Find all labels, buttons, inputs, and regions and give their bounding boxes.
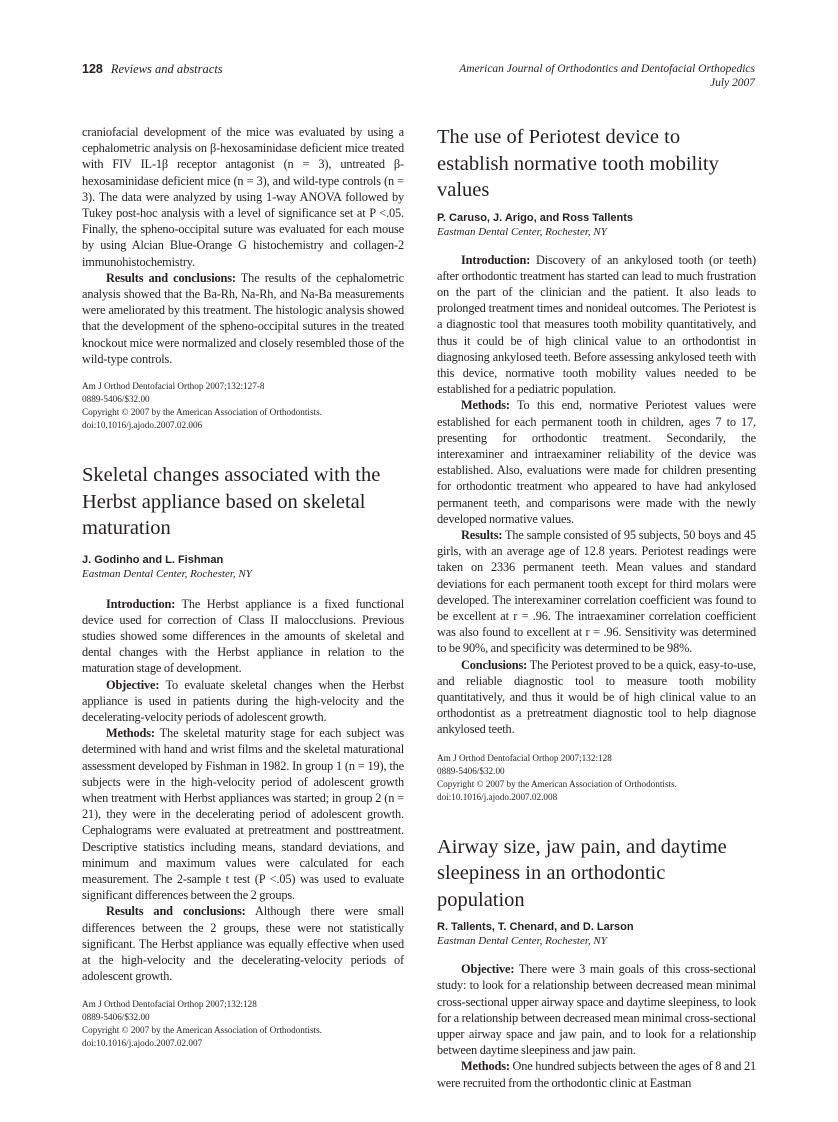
- paragraph: Objective: To evaluate skeletal changes when the Herbst appliance is used in patients during the high-velocity and the decelerating-velocity periods of adolescent growth.: [82, 677, 404, 724]
- article-title: The use of Periotest device to establish normative tooth mobility values: [437, 126, 719, 201]
- article-authors: R. Tallents, T. Chenard, and D. Larson: [437, 921, 634, 934]
- page-number: 128: [82, 62, 103, 76]
- article-title: Airway size, jaw pain, and daytime sleepiness in an orthodontic population: [437, 835, 727, 911]
- issue-date: July 2007: [709, 77, 755, 89]
- citation-line: doi:10.1016/j.ajodo.2007.02.006: [82, 420, 203, 431]
- citation: [82, 380, 404, 432]
- article-affiliation: Eastman Dental Center, Rochester, NY: [437, 935, 607, 948]
- paragraph: Introduction: Discovery of an ankylosed tooth (or teeth) after orthodontic treatment has started can lead to much frustration on the part of the clinician and the patient. It also leads to prolonged treatment times and nonideal outcomes. The Periotest is a diagnostic tool that measures tooth mobility quantitatively, and thus it could be of high clinical value to an orthodontist in diagnosing ankylosed teeth. Before assessing ankylosed teeth with this device, normative tooth mobility values needed to be established for a pediatric population.: [437, 252, 756, 397]
- paragraph: Conclusions: The Periotest proved to be a quick, easy-to-use, and reliable diagnostic tool to measure tooth mobility quantitatively, and thus it would be of high clinical value to an orthodontist as a pretreatment diagnostic tool to help diagnose ankylosed teeth.: [437, 657, 756, 737]
- article-authors: P. Caruso, J. Arigo, and Ross Tallents: [437, 211, 634, 224]
- citation-line: 0889-5406/$32.00: [437, 765, 505, 776]
- paragraph: Results and conclusions: Although there were small differences between the 2 groups, these were not statistically significant. The Herbst appliance was equally effective when used at the high-velocity and the decelerating-velocity periods of adolescent growth.: [82, 904, 404, 984]
- citation-line: Copyright © 2007 by the American Association of Orthodontists.: [82, 1025, 322, 1036]
- citation-line: Copyright © 2007 by the American Association of Orthodontists.: [437, 778, 677, 789]
- citation-line: 0889-5406/$32.00: [82, 394, 150, 405]
- journal-name: American Journal of Orthodontics and Dentofacial Orthopedics: [459, 63, 755, 75]
- paragraph: craniofacial development of the mice was evaluated by using a cephalometric analysis on β-hexosaminidase deficient mice treated with FIV IL-1β receptor antagonist (n = 3), untreated β-hexosaminidase deficient mice (n = 3), and wild-type controls (n = 3). The data were analyzed by using 1-way ANOVA followed by Tukey post-hoc analysis with a level of significance set at P <.05. Finally, the spheno-occipital suture was evaluated for each mouse by using Alcian Blue-Orange G histochemistry and collagen-2 immunohistochemistry.: [82, 125, 404, 269]
- continued-article: [82, 124, 404, 432]
- running-header-right: [459, 62, 755, 90]
- article-affiliation: Eastman Dental Center, Rochester, NY: [82, 567, 252, 580]
- paragraph: Results and conclusions: The results of the cephalometric analysis showed that the Ba-Rh, Na-Rh, and Na-Ba measurements were ameliorated by this treatment. The histologic analysis showed that the development of the spheno-occipital sutures in the treated knockout mice were normalized and closely resembled those of the wild-type controls.: [82, 270, 404, 366]
- citation-line: doi:10.1016/j.ajodo.2007.02.008: [437, 791, 558, 802]
- running-header-left: [82, 62, 223, 77]
- citation-line: Am J Orthod Dentofacial Orthop 2007;132:128: [437, 752, 612, 763]
- article-airway-size: [437, 834, 756, 1091]
- citation: [82, 998, 404, 1050]
- paragraph: Methods: The skeletal maturity stage for each subject was determined with hand and wrist films and the skeletal maturational assessment developed by Fishman in 1982. In group 1 (n = 19), the subjects were in the high-velocity period of adolescent growth when treatment with Herbst appliances was started; in group 2 (n = 21), they were in the decelerating period of adolescent growth. Cephalograms were evaluated at pretreatment and posttreatment. Descriptive statistics including means, standard deviations, and minimum and maximum values were calculated for each measurement. The 2-sample t test (P <.05) was used to evaluate significant differences between the 2 groups.: [82, 726, 404, 903]
- paragraph: Methods: One hundred subjects between the ages of 8 and 21 were recruited from the orthodontic clinic at Eastman: [437, 1059, 756, 1090]
- citation-line: 0889-5406/$32.00: [82, 1012, 150, 1023]
- article-title: Skeletal changes associated with the Herbst appliance based on skeletal maturation: [82, 464, 381, 540]
- citation-line: Am J Orthod Dentofacial Orthop 2007;132:128: [82, 999, 257, 1010]
- article-periotest: [437, 124, 756, 804]
- article-affiliation: Eastman Dental Center, Rochester, NY: [437, 225, 607, 238]
- article-authors: J. Godinho and L. Fishman: [82, 553, 224, 566]
- citation: [437, 752, 756, 804]
- paragraph: Introduction: The Herbst appliance is a fixed functional device used for correction of Class II malocclusions. Previous studies showed some differences in the amounts of skeletal and dental changes with the Herbst appliance in relation to the maturation stage of development.: [82, 596, 404, 676]
- citation-line: doi:10.1016/j.ajodo.2007.02.007: [82, 1038, 203, 1049]
- citation-line: Copyright © 2007 by the American Association of Orthodontists.: [82, 407, 322, 418]
- paragraph: Objective: There were 3 main goals of this cross-sectional study: to look for a relationship between decreased mean minimal cross-sectional upper airway space and daytime sleepiness, to look for a relationship between decreased mean minimal cross-sectional upper airway space and jaw pain, and to look for a relationship between daytime sleepiness and jaw pain.: [437, 962, 756, 1058]
- citation-line: Am J Orthod Dentofacial Orthop 2007;132:127-8: [82, 381, 265, 392]
- article-skeletal-changes: [82, 462, 404, 1050]
- left-column: [82, 124, 404, 1050]
- right-column: [437, 124, 756, 1091]
- paragraph: Results: The sample consisted of 95 subjects, 50 boys and 45 girls, with an average age of 12.8 years. Periotest readings were taken on 2336 permanent teeth. Mean values and standard deviations for each permanent tooth except for third molars were developed. The interexaminer correlation coefficient was found to be excellent at r = .96. The intraexaminer correlation coefficient was also found to excellent at r = .96. Sensitivity was determined to be 90%, and specificity was determined to be 98%.: [437, 527, 756, 656]
- section-name: Reviews and abstracts: [110, 62, 223, 76]
- paragraph: Methods: To this end, normative Periotest values were established for each permanent tooth in children, ages 7 to 17, presenting for orthodontic treatment. Secondarily, the interexaminer and intraexaminer reliability of the device was established. Also, evaluations were made for children presenting for orthodontic treatment who appeared to have had ankylosed permanent teeth, and comparisons were made with the newly developed normative values.: [437, 398, 756, 526]
